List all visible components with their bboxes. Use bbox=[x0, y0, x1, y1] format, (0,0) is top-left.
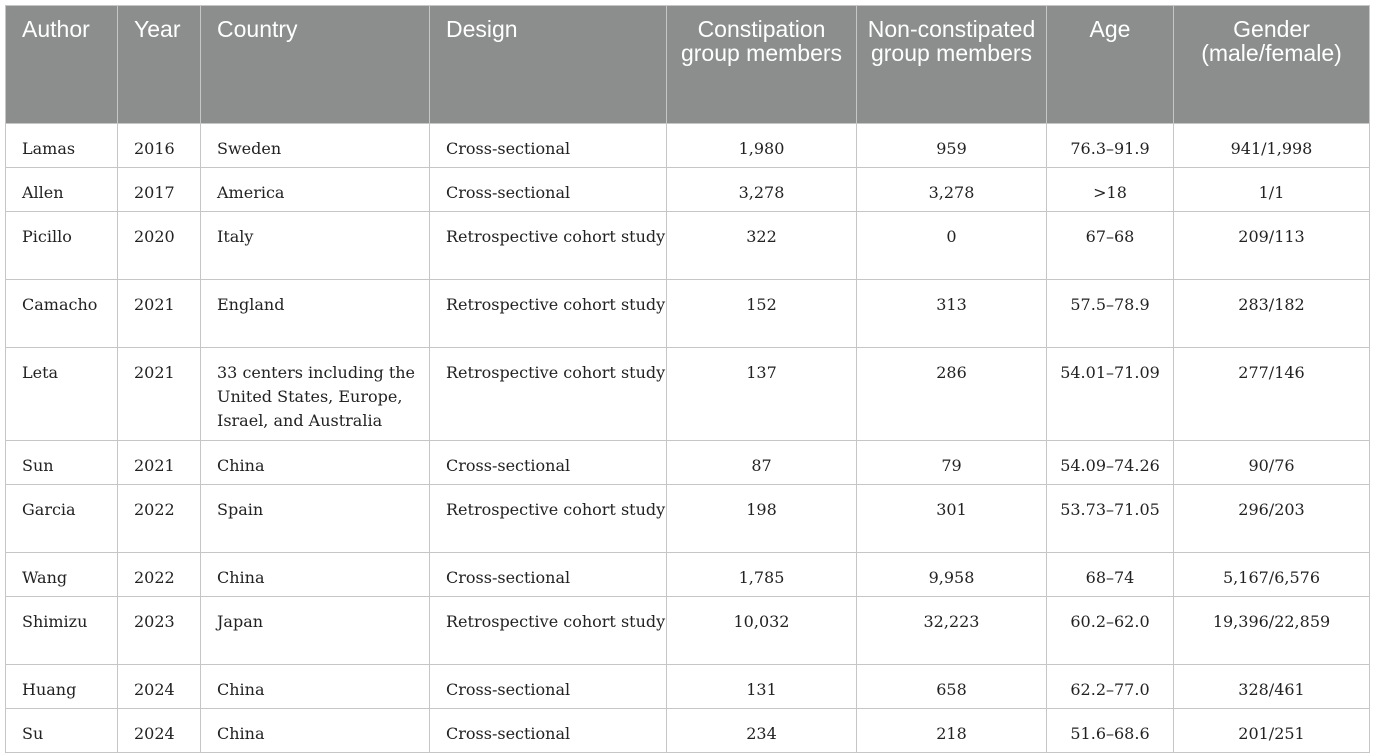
cell-design: Retrospective cohort study bbox=[430, 597, 667, 665]
cell-gender: 283/182 bbox=[1174, 280, 1370, 348]
header-gender: Gender (male/female) bbox=[1174, 6, 1370, 124]
cell-non-constipated: 3,278 bbox=[857, 168, 1047, 212]
cell-non-constipated: 9,958 bbox=[857, 553, 1047, 597]
cell-constipation: 198 bbox=[667, 485, 857, 553]
cell-age: >18 bbox=[1047, 168, 1174, 212]
table-row bbox=[6, 485, 1370, 553]
cell-constipation: 234 bbox=[667, 709, 857, 753]
cell-country: China bbox=[201, 665, 430, 709]
cell-country: Japan bbox=[201, 597, 430, 665]
cell-constipation: 131 bbox=[667, 665, 857, 709]
cell-design: Cross-sectional bbox=[430, 665, 667, 709]
cell-design: Cross-sectional bbox=[430, 441, 667, 485]
cell-year: 2021 bbox=[118, 441, 201, 485]
cell-age: 54.09–74.26 bbox=[1047, 441, 1174, 485]
cell-non-constipated: 658 bbox=[857, 665, 1047, 709]
cell-author: Shimizu bbox=[6, 597, 118, 665]
cell-year: 2020 bbox=[118, 212, 201, 280]
table-row bbox=[6, 597, 1370, 665]
table-row bbox=[6, 665, 1370, 709]
cell-year: 2021 bbox=[118, 348, 201, 441]
cell-design: Retrospective cohort study bbox=[430, 348, 667, 441]
cell-year: 2017 bbox=[118, 168, 201, 212]
cell-country: China bbox=[201, 553, 430, 597]
cell-author: Leta bbox=[6, 348, 118, 441]
cell-constipation: 1,980 bbox=[667, 124, 857, 168]
header-non-constipated: Non-constipated group members bbox=[857, 6, 1047, 124]
table-row bbox=[6, 709, 1370, 753]
cell-gender: 201/251 bbox=[1174, 709, 1370, 753]
header-row bbox=[6, 6, 1370, 124]
cell-gender: 941/1,998 bbox=[1174, 124, 1370, 168]
cell-country: England bbox=[201, 280, 430, 348]
cell-author: Garcia bbox=[6, 485, 118, 553]
table-row bbox=[6, 124, 1370, 168]
cell-non-constipated: 313 bbox=[857, 280, 1047, 348]
table-row bbox=[6, 348, 1370, 441]
cell-author: Camacho bbox=[6, 280, 118, 348]
cell-year: 2024 bbox=[118, 665, 201, 709]
cell-age: 53.73–71.05 bbox=[1047, 485, 1174, 553]
cell-gender: 328/461 bbox=[1174, 665, 1370, 709]
header-country: Country bbox=[201, 6, 430, 124]
table-row bbox=[6, 168, 1370, 212]
table-row bbox=[6, 441, 1370, 485]
cell-constipation: 87 bbox=[667, 441, 857, 485]
cell-age: 67–68 bbox=[1047, 212, 1174, 280]
cell-year: 2016 bbox=[118, 124, 201, 168]
cell-gender: 296/203 bbox=[1174, 485, 1370, 553]
cell-country: China bbox=[201, 709, 430, 753]
table-row bbox=[6, 212, 1370, 280]
header-age: Age bbox=[1047, 6, 1174, 124]
cell-age: 57.5–78.9 bbox=[1047, 280, 1174, 348]
cell-year: 2021 bbox=[118, 280, 201, 348]
cell-design: Retrospective cohort study bbox=[430, 280, 667, 348]
table-header bbox=[6, 6, 1370, 124]
cell-constipation: 1,785 bbox=[667, 553, 857, 597]
cell-design: Cross-sectional bbox=[430, 553, 667, 597]
cell-constipation: 10,032 bbox=[667, 597, 857, 665]
cell-non-constipated: 286 bbox=[857, 348, 1047, 441]
cell-design: Cross-sectional bbox=[430, 168, 667, 212]
cell-non-constipated: 301 bbox=[857, 485, 1047, 553]
cell-author: Allen bbox=[6, 168, 118, 212]
cell-age: 76.3–91.9 bbox=[1047, 124, 1174, 168]
cell-year: 2022 bbox=[118, 485, 201, 553]
cell-country: 33 centers including the United States, Europe, Israel, and Australia bbox=[201, 348, 430, 441]
cell-country: Spain bbox=[201, 485, 430, 553]
cell-constipation: 152 bbox=[667, 280, 857, 348]
cell-non-constipated: 959 bbox=[857, 124, 1047, 168]
cell-age: 68–74 bbox=[1047, 553, 1174, 597]
cell-country: China bbox=[201, 441, 430, 485]
cell-non-constipated: 32,223 bbox=[857, 597, 1047, 665]
header-constipation: Constipation group members bbox=[667, 6, 857, 124]
cell-author: Wang bbox=[6, 553, 118, 597]
cell-author: Picillo bbox=[6, 212, 118, 280]
cell-non-constipated: 79 bbox=[857, 441, 1047, 485]
cell-author: Huang bbox=[6, 665, 118, 709]
cell-year: 2023 bbox=[118, 597, 201, 665]
cell-author: Sun bbox=[6, 441, 118, 485]
cell-design: Retrospective cohort study bbox=[430, 212, 667, 280]
table-row bbox=[6, 553, 1370, 597]
cell-non-constipated: 218 bbox=[857, 709, 1047, 753]
cell-gender: 1/1 bbox=[1174, 168, 1370, 212]
studies-table bbox=[5, 5, 1370, 753]
cell-design: Retrospective cohort study bbox=[430, 485, 667, 553]
cell-non-constipated: 0 bbox=[857, 212, 1047, 280]
cell-age: 60.2–62.0 bbox=[1047, 597, 1174, 665]
cell-gender: 90/76 bbox=[1174, 441, 1370, 485]
cell-gender: 209/113 bbox=[1174, 212, 1370, 280]
cell-age: 54.01–71.09 bbox=[1047, 348, 1174, 441]
cell-gender: 5,167/6,576 bbox=[1174, 553, 1370, 597]
cell-constipation: 137 bbox=[667, 348, 857, 441]
cell-constipation: 322 bbox=[667, 212, 857, 280]
cell-gender: 277/146 bbox=[1174, 348, 1370, 441]
table-body bbox=[6, 124, 1370, 753]
cell-country: America bbox=[201, 168, 430, 212]
cell-country: Italy bbox=[201, 212, 430, 280]
cell-constipation: 3,278 bbox=[667, 168, 857, 212]
header-design: Design bbox=[430, 6, 667, 124]
cell-country: Sweden bbox=[201, 124, 430, 168]
cell-age: 51.6–68.6 bbox=[1047, 709, 1174, 753]
table-row bbox=[6, 280, 1370, 348]
cell-author: Su bbox=[6, 709, 118, 753]
cell-author: Lamas bbox=[6, 124, 118, 168]
cell-design: Cross-sectional bbox=[430, 709, 667, 753]
cell-year: 2022 bbox=[118, 553, 201, 597]
cell-design: Cross-sectional bbox=[430, 124, 667, 168]
header-author: Author bbox=[6, 6, 118, 124]
cell-year: 2024 bbox=[118, 709, 201, 753]
header-year: Year bbox=[118, 6, 201, 124]
cell-gender: 19,396/22,859 bbox=[1174, 597, 1370, 665]
cell-age: 62.2–77.0 bbox=[1047, 665, 1174, 709]
